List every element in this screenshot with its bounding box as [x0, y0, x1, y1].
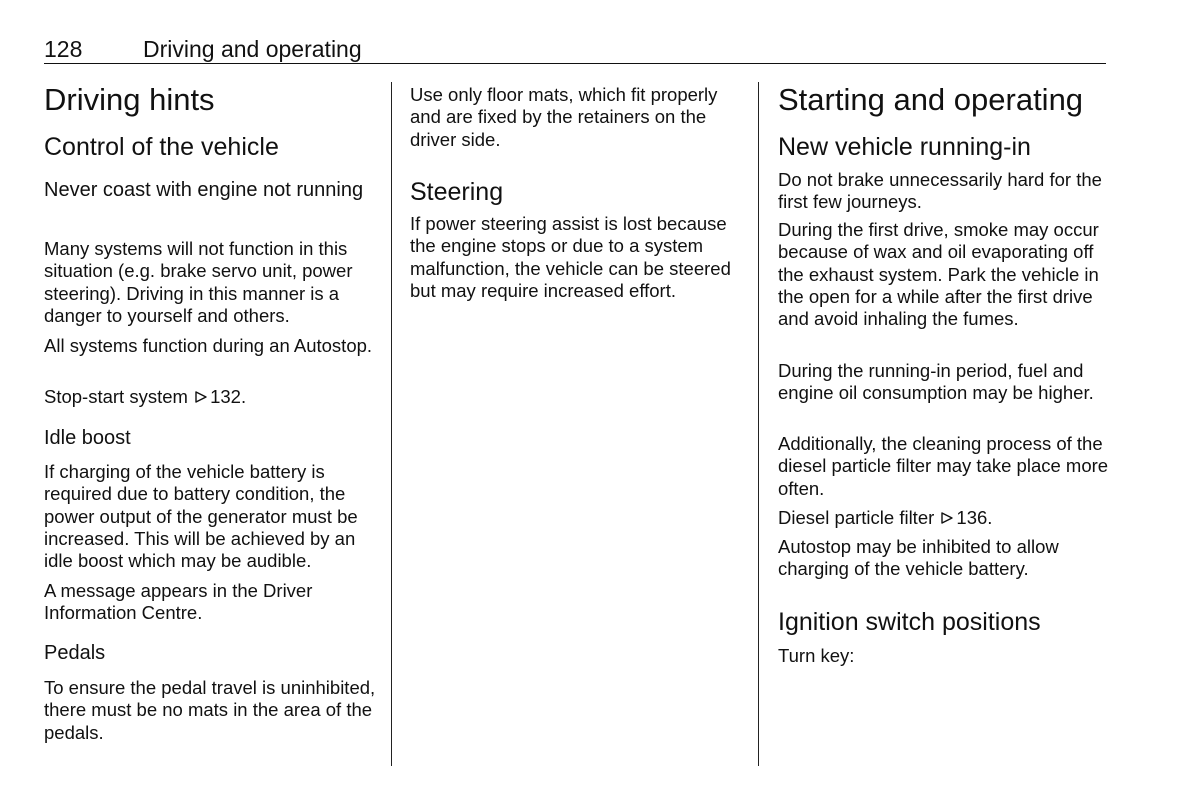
- paragraph: During the first drive, smoke may occur because of wax and oil evaporating off the exhaust system. Park the vehicle in the open for a while after the first drive and avoid inhaling the fumes.: [778, 219, 1099, 330]
- section-title: Driving and operating: [143, 36, 362, 62]
- section-heading: Control of the vehicle: [44, 133, 279, 161]
- subsection-heading: Pedals: [44, 642, 106, 664]
- page-header: [44, 34, 1106, 64]
- reference-page: 132.: [210, 386, 247, 407]
- reference-text: Diesel particle filter: [778, 507, 935, 528]
- subsection-heading: Idle boost: [44, 427, 131, 449]
- header-rule: [44, 63, 1106, 64]
- reference-arrow-icon: [940, 511, 954, 525]
- section-heading: Steering: [410, 178, 504, 206]
- paragraph: If charging of the vehicle battery is required due to battery condition, the power output of the generator must be increased. This will be achieved by an idle boost which may be audible.: [44, 461, 358, 572]
- cross-reference: [44, 386, 380, 408]
- paragraph: Many systems will not function in this situation (e.g. brake servo unit, power steering). Driving in this manner is a danger to yourself and others.: [44, 238, 353, 326]
- chapter-title: Driving hints: [44, 82, 215, 117]
- page-number: 128: [44, 36, 83, 62]
- reference-arrow-icon: [194, 390, 208, 404]
- column-divider: [391, 82, 392, 766]
- subsection-heading: Never coast with engine not running: [44, 179, 364, 201]
- paragraph: A message appears in the Driver Information Centre.: [44, 580, 313, 624]
- paragraph: Do not brake unnecessarily hard for the first few journeys.: [778, 169, 1102, 213]
- paragraph: Additionally, the cleaning process of the diesel particle filter may take place more often.: [778, 433, 1109, 499]
- cross-reference: [778, 507, 1114, 529]
- paragraph: If power steering assist is lost because the engine stops or due to a system malfunction, the vehicle can be steered but may require increased effort.: [410, 213, 731, 301]
- paragraph: Turn key:: [778, 645, 855, 666]
- section-heading: New vehicle running-in: [778, 133, 1031, 161]
- paragraph: All systems function during an Autostop.: [44, 335, 373, 356]
- paragraph: Use only floor mats, which fit properly and are fixed by the retainers on the driver side.: [410, 84, 718, 150]
- section-heading: Ignition switch positions: [778, 608, 1041, 636]
- reference-page: 136.: [956, 507, 993, 528]
- reference-text: Stop-start system: [44, 386, 188, 407]
- paragraph: During the running-in period, fuel and engine oil consumption may be higher.: [778, 360, 1094, 404]
- column-divider: [758, 82, 759, 766]
- chapter-title: Starting and operating: [778, 82, 1084, 117]
- paragraph: To ensure the pedal travel is uninhibited, there must be no mats in the area of the pedals.: [44, 677, 376, 743]
- paragraph: Autostop may be inhibited to allow charging of the vehicle battery.: [778, 536, 1059, 580]
